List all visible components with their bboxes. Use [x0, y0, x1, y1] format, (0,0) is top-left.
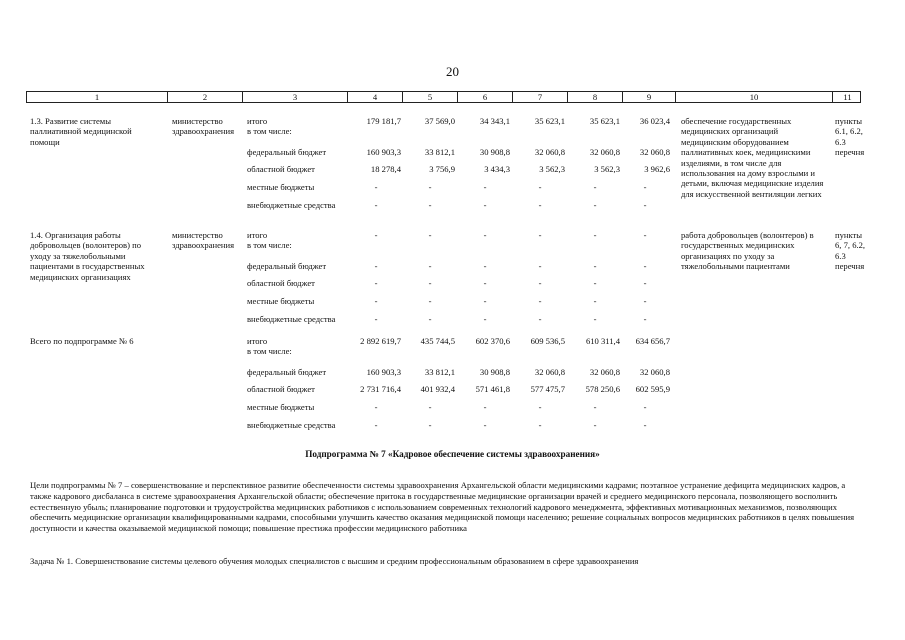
value-cell: 32 060,8 [639, 147, 670, 157]
value-cell: - [483, 261, 487, 271]
table-header-row [26, 91, 861, 103]
row-label: внебюджетные средства [247, 314, 336, 324]
value-cell: - [483, 200, 487, 210]
value-cell: 435 744,5 [420, 336, 455, 346]
value-cell: 30 908,8 [479, 147, 510, 157]
header-col-8: 8 [567, 92, 622, 102]
section-name: Всего по подпрограмме № 6 [30, 336, 134, 346]
row-label: федеральный бюджет [247, 147, 327, 157]
value-cell: - [428, 314, 432, 324]
value-cell: - [374, 200, 378, 210]
value-cell: 37 569,0 [424, 116, 455, 126]
value-cell: - [593, 278, 597, 288]
section-points: пункты 6.1, 6.2, 6.3 перечня [835, 116, 865, 158]
section-result: обеспечение государственных медицинских организаций медицинским оборудованием паллиативных коек, медицинскими изделиями, в том числе для использования на дому взрослыми и детьми, включая медицинские изделия для искусственной вентиляции легких [681, 116, 824, 199]
value-cell: - [483, 402, 487, 412]
value-cell: - [643, 420, 647, 430]
value-cell: 2 892 619,7 [360, 336, 401, 346]
value-cell: - [593, 230, 597, 240]
value-cell: 571 461,8 [475, 384, 510, 394]
value-cell: 602 595,9 [635, 384, 670, 394]
value-cell: 179 181,7 [366, 116, 401, 126]
row-label: федеральный бюджет [247, 367, 327, 377]
value-cell: - [593, 261, 597, 271]
value-cell: - [483, 182, 487, 192]
value-cell: 35 623,1 [589, 116, 620, 126]
value-cell: - [538, 182, 542, 192]
value-cell: 634 656,7 [635, 336, 670, 346]
value-cell: 34 343,1 [479, 116, 510, 126]
row-label: итого в том числе: [247, 116, 292, 137]
header-col-7: 7 [512, 92, 567, 102]
section-name: 1.3. Развитие системы паллиативной медицинской помощи [30, 116, 132, 147]
value-cell: - [593, 420, 597, 430]
value-cell: - [538, 278, 542, 288]
row-label: местные бюджеты [247, 296, 315, 306]
value-cell: - [428, 230, 432, 240]
value-cell: - [374, 182, 378, 192]
value-cell: 609 536,5 [530, 336, 565, 346]
value-cell: 160 903,3 [366, 367, 401, 377]
value-cell: - [374, 278, 378, 288]
value-cell: 602 370,6 [475, 336, 510, 346]
value-cell: - [428, 296, 432, 306]
value-cell: - [538, 314, 542, 324]
row-label: внебюджетные средства [247, 200, 336, 210]
page-number: 20 [446, 64, 459, 79]
row-label: местные бюджеты [247, 402, 315, 412]
value-cell: - [374, 314, 378, 324]
value-cell: - [643, 296, 647, 306]
value-cell: - [538, 402, 542, 412]
value-cell: - [483, 278, 487, 288]
value-cell: 3 962,6 [644, 164, 670, 174]
value-cell: - [428, 402, 432, 412]
value-cell: - [428, 278, 432, 288]
value-cell: - [428, 261, 432, 271]
value-cell: - [643, 182, 647, 192]
value-cell: - [374, 261, 378, 271]
value-cell: 401 932,4 [420, 384, 455, 394]
row-label: итого в том числе: [247, 336, 292, 357]
value-cell: - [643, 230, 647, 240]
value-cell: - [593, 296, 597, 306]
section-executor: министерство здравоохранения [172, 230, 235, 251]
header-col-9: 9 [622, 92, 675, 102]
value-cell: - [538, 261, 542, 271]
value-cell: 32 060,8 [639, 367, 670, 377]
value-cell: - [643, 261, 647, 271]
subprogram-title: Подпрограмма № 7 «Кадровое обеспечение системы здравоохранения» [305, 449, 600, 459]
value-cell: - [593, 402, 597, 412]
value-cell: - [483, 296, 487, 306]
value-cell: - [643, 200, 647, 210]
header-col-2: 2 [167, 92, 242, 102]
section-points: пункты 6, 7, 6.2, 6.3 перечня [835, 230, 866, 272]
value-cell: 160 903,3 [366, 147, 401, 157]
value-cell: - [428, 182, 432, 192]
value-cell: - [643, 402, 647, 412]
value-cell: 3 562,3 [539, 164, 565, 174]
value-cell: - [483, 230, 487, 240]
goals-paragraph: Цели подпрограммы № 7 – совершенствование и перспективное развитие обеспеченности системы здравоохранения Архангельской области медицинскими кадрами; поэтапное устранение дефицита медицинских кадров, а также кадрового дисбаланса в системе здравоохранения Архангельской области; обеспечение притока в государственные медицинские организации врачей и среднего медицинского персонала, позволяющего восполнить естественную убыль; планирование подготовки и трудоустройства медицинских работников с использованием современных технологий кадрового менеджмента, эффективных мотивационных механизмов, позволяющих обеспечить медицинские организации квалифицированными кадрами, способными улучшить качество оказания медицинской помощи населению; решение социальных вопросов медицинских работников в целях повышения доступности и качества оказываемой медицинской помощи; повышение престижа профессии медицинского работника [30, 480, 855, 534]
value-cell: - [538, 200, 542, 210]
value-cell: 2 731 716,4 [360, 384, 401, 394]
header-col-3: 3 [242, 92, 347, 102]
row-label: итого в том числе: [247, 230, 292, 251]
row-label: федеральный бюджет [247, 261, 327, 271]
header-col-5: 5 [402, 92, 457, 102]
value-cell: - [374, 420, 378, 430]
header-col-1: 1 [94, 92, 100, 102]
row-label: местные бюджеты [247, 182, 315, 192]
value-cell: 32 060,8 [534, 367, 565, 377]
value-cell: 578 250,6 [585, 384, 620, 394]
row-label: областной бюджет [247, 278, 315, 288]
value-cell: 32 060,8 [534, 147, 565, 157]
value-cell: - [538, 420, 542, 430]
value-cell: - [593, 314, 597, 324]
section-executor: министерство здравоохранения [172, 116, 235, 137]
value-cell: - [643, 314, 647, 324]
section-result: работа добровольцев (волонтеров) в государственных медицинских организациях по уходу за тяжелобольными пациентами [681, 230, 814, 272]
value-cell: - [643, 278, 647, 288]
row-label: областной бюджет [247, 384, 315, 394]
value-cell: - [428, 420, 432, 430]
header-col-10: 10 [675, 92, 832, 102]
value-cell: 18 278,4 [370, 164, 401, 174]
value-cell: 35 623,1 [534, 116, 565, 126]
value-cell: 32 060,8 [589, 147, 620, 157]
value-cell: - [538, 230, 542, 240]
section-name: 1.4. Организация работы добровольцев (волонтеров) по уходу за тяжелобольными пациентами в государственных медицинских организациях [30, 230, 145, 282]
value-cell: - [593, 200, 597, 210]
row-label: внебюджетные средства [247, 420, 336, 430]
value-cell: - [374, 230, 378, 240]
value-cell: - [374, 402, 378, 412]
task-paragraph: Задача № 1. Совершенствование системы целевого обучения молодых специалистов с высшим и средним профессиональным образованием в сфере здравоохранения [30, 556, 639, 566]
value-cell: 36 023,4 [639, 116, 670, 126]
value-cell: 32 060,8 [589, 367, 620, 377]
value-cell: 3 756,9 [429, 164, 455, 174]
value-cell: - [593, 182, 597, 192]
value-cell: - [483, 314, 487, 324]
value-cell: 33 812,1 [424, 367, 455, 377]
value-cell: 610 311,4 [585, 336, 620, 346]
value-cell: 3 562,3 [594, 164, 620, 174]
header-col-6: 6 [457, 92, 512, 102]
value-cell: - [483, 420, 487, 430]
value-cell: - [428, 200, 432, 210]
value-cell: - [374, 296, 378, 306]
row-label: областной бюджет [247, 164, 315, 174]
value-cell: 33 812,1 [424, 147, 455, 157]
header-col-11: 11 [832, 92, 862, 102]
value-cell: - [538, 296, 542, 306]
value-cell: 3 434,3 [484, 164, 510, 174]
value-cell: 30 908,8 [479, 367, 510, 377]
value-cell: 577 475,7 [530, 384, 565, 394]
header-col-4: 4 [347, 92, 402, 102]
